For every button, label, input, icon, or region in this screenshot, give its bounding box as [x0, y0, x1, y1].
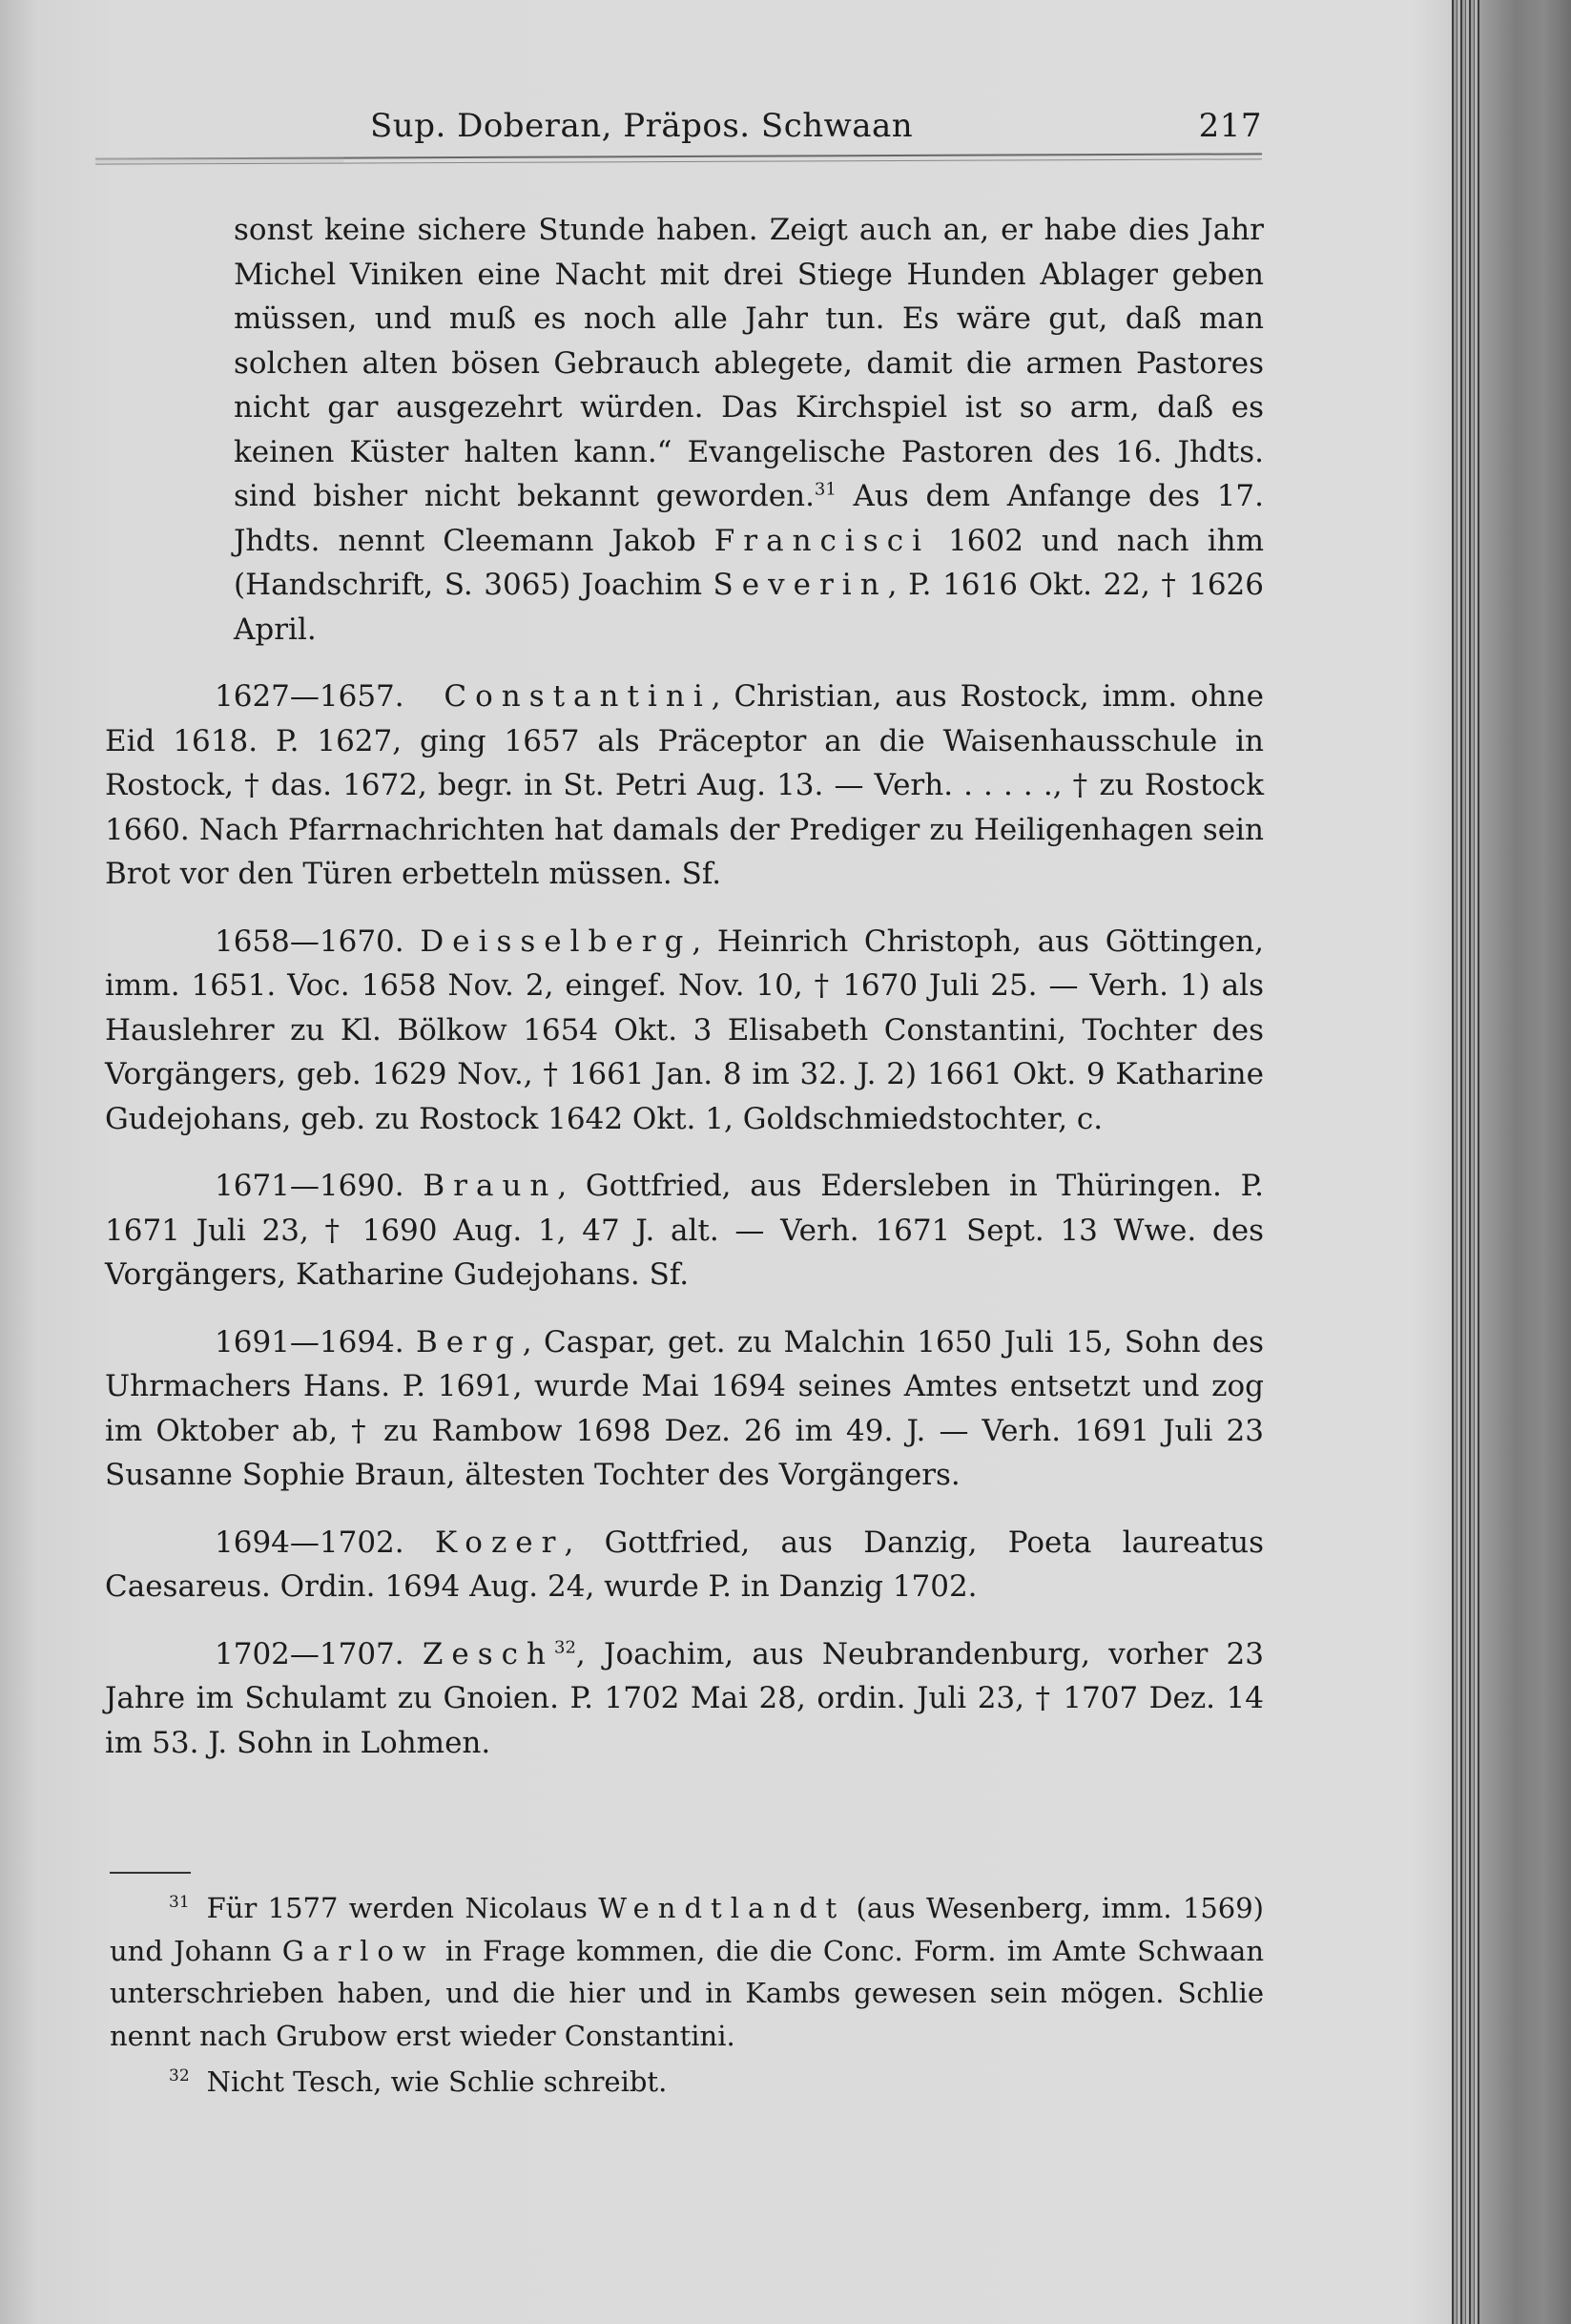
footnote-text: in Frage kommen, die die Conc. Form. im Amte Schwaan unterschrieben haben, und die hier und in Kambs gewesen sein mögen. Schlie nennt nach Grubow erst wieder Constantini.: [110, 1934, 1265, 2052]
pastor-name: Berg: [416, 1324, 523, 1359]
intro-paragraph: [105, 208, 1264, 652]
entry-years: 1671—1690.: [215, 1169, 404, 1203]
footnote-mark: 32: [169, 2066, 190, 2086]
entry-text: , Heinrich Christoph, aus Göttingen, imm. 1651. Voc. 1658 Nov. 2, eingef. Nov. 10, † 1670 Juli 25. — Verh. 1) als Hauslehrer zu Kl. Bölkow 1654 Okt. 3 Elisabeth Constantini, Tochter des Vorgängers, geb. 1629 Nov., † 1661 Jan. 8 im 32. J. 2) 1661 Okt. 9 Katharine Gudejohans, geb. zu Rostock 1642 Okt. 1, Goldschmiedstochter, c.: [105, 923, 1264, 1136]
pastor-entry: [105, 1164, 1264, 1297]
entry-years: 1702—1707.: [215, 1636, 404, 1671]
entry-text: , Gottfried, aus Danzig, Poeta laureatus Caesareus. Ordin. 1694 Aug. 24, wurde P. in Danzig 1702.: [105, 1525, 1264, 1604]
footnotes: [110, 1887, 1264, 2104]
entry-years: 1658—1670.: [215, 923, 404, 959]
pastor-name: Constantini: [444, 679, 712, 714]
pastor-name: Zesch: [422, 1636, 555, 1671]
intro-text: 1602 und nach ihm (Handschrift, S. 3065) Joachim: [234, 523, 1264, 602]
entry-text: , Gottfried, aus Edersleben in Thüringen. P. 1671 Juli 23, † 1690 Aug. 1, 47 J. alt. — Verh. 1671 Sept. 13 Wwe. des Vorgängers, Katharine Gudejohans. Sf.: [105, 1169, 1265, 1292]
person-name: Francisci: [713, 523, 931, 558]
pastor-entry: [105, 1632, 1264, 1766]
pastor-entry: [105, 1521, 1264, 1609]
header-rule: [95, 153, 1262, 164]
person-name: Garlow: [281, 1934, 435, 1967]
pastor-name: Deisselberg: [420, 923, 692, 959]
body-text: [105, 208, 1264, 1765]
intro-text: sonst keine sichere Stunde haben. Zeigt auch an, er habe dies Jahr Michel Viniken eine Nacht mit drei Stiege Hunden Ablager geben müssen, und muß es noch alle Jahr tun. Es wäre gut, daß man solchen alten bösen Gebrauch ablegete, damit die armen Pastores nicht gar ausgezehrt würden. Das Kirchspiel ist so arm, daß es keinen Küster halten kann.“ Evangelische Pastoren des 16. Jhdts. sind bisher nicht bekannt geworden.: [234, 213, 1264, 513]
pastor-name: Kozer: [434, 1525, 565, 1560]
footnote-ref-31[interactable]: 31: [814, 479, 837, 500]
person-name: Wendtlandt: [598, 1892, 846, 1924]
footnote-text: (aus Wesenberg, imm. 1569) und Johann: [110, 1892, 1264, 1967]
entry-text: , Joachim, aus Neubrandenburg, vorher 23 Jahre im Schulamt zu Gnoien. P. 1702 Mai 28, ordin. Juli 23, † 1707 Dez. 14 im 53. J. Sohn in Lohmen.: [105, 1636, 1264, 1760]
footnote-text: Nicht Tesch, wie Schlie schreibt.: [206, 2065, 668, 2098]
footnote-ref-32[interactable]: 32: [554, 1637, 576, 1658]
book-page-edges: [1452, 0, 1571, 2324]
footnote-text: Für 1577 werden Nicolaus: [206, 1892, 599, 1924]
intro-text: Aus dem Anfange des 17. Jhdts. nennt Cleemann Jakob: [234, 479, 1264, 558]
running-head-title: Sup. Doberan, Präpos. Schwaan: [370, 107, 914, 145]
entry-years: 1627—1657.: [215, 679, 404, 714]
footnote-32: [110, 2061, 1264, 2104]
running-head: [370, 107, 1262, 149]
pastor-entry: [105, 674, 1264, 897]
pastor-entry: [105, 1320, 1264, 1498]
entry-text: , Christian, aus Rostock, imm. ohne Eid 1618. P. 1627, ging 1657 als Präceptor an die Waisenhausschule in Rostock, † das. 1672, begr. in St. Petri Aug. 13. — Verh. . . . . ., † zu Rostock 1660. Nach Pfarrnachrichten hat damals der Prediger zu Heiligenhagen sein Brot vor den Türen erbetteln müssen. Sf.: [105, 679, 1265, 891]
footnote-mark: 31: [169, 1893, 190, 1913]
entry-years: 1691—1694.: [215, 1324, 404, 1359]
pastor-entry: [105, 920, 1264, 1142]
page-number: 217: [1198, 107, 1262, 145]
intro-text: , P. 1616 Okt. 22, † 1626 April.: [234, 568, 1264, 647]
footnote-31: [110, 1887, 1264, 2057]
footnote-rule: [110, 1872, 191, 1874]
pastor-name: Braun: [423, 1169, 558, 1203]
entry-text: , Caspar, get. zu Malchin 1650 Juli 15, Sohn des Uhrmachers Hans. P. 1691, wurde Mai 1694 seines Amtes entsetzt und zog im Oktober ab, † zu Rambow 1698 Dez. 26 im 49. J. — Verh. 1691 Juli 23 Susanne Sophie Braun, ältesten Tochter des Vorgängers.: [105, 1324, 1265, 1492]
entry-years: 1694—1702.: [215, 1525, 404, 1560]
person-name: Severin: [713, 568, 888, 602]
